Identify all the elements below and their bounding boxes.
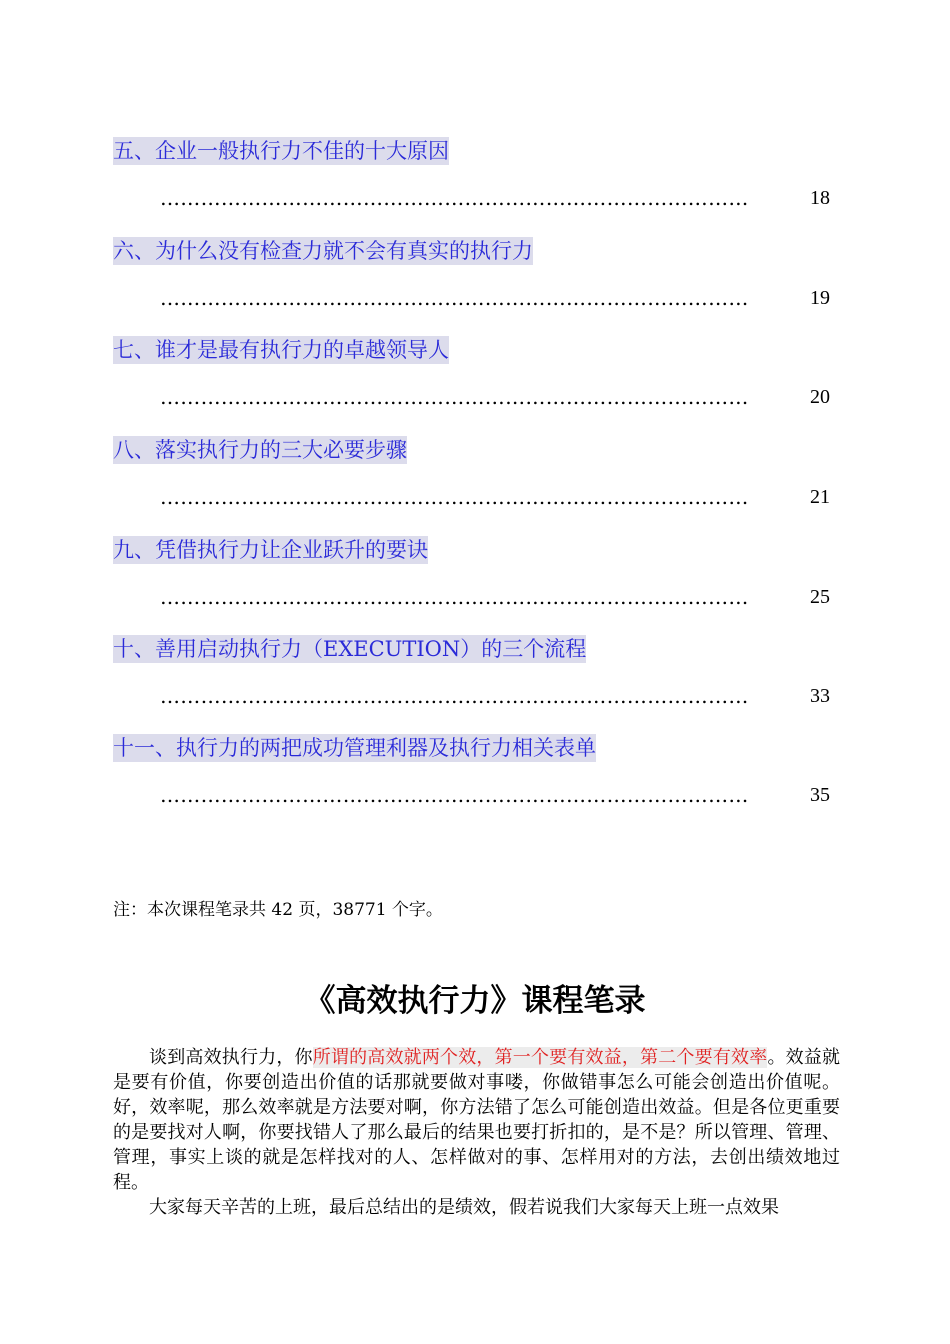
paragraph — [113, 1045, 840, 1195]
document-title: 《高效执行力》课程笔录 — [304, 983, 646, 1019]
toc-leader-dots: …………………………………………………………………………… — [160, 286, 749, 310]
toc-leader — [160, 185, 830, 211]
toc-page-number: 25 — [810, 586, 830, 608]
toc-entry-title[interactable]: 九、凭借执行力让企业跃升的要诀 — [113, 538, 428, 562]
toc-entry-title[interactable]: 十、善用启动执行力（EXECUTION）的三个流程 — [113, 637, 587, 661]
toc-page-number: 35 — [810, 784, 830, 806]
toc-page-number: 19 — [810, 287, 830, 309]
toc-leader — [160, 683, 830, 709]
toc-leader-dots: …………………………………………………………………………… — [160, 485, 749, 509]
body-text — [113, 1045, 840, 1220]
toc-entry-title[interactable]: 七、谁才是最有执行力的卓越领导人 — [113, 338, 449, 362]
toc-leader — [160, 484, 830, 510]
toc-page-number: 18 — [810, 187, 830, 209]
toc-leader — [160, 285, 830, 311]
toc-entry[interactable] — [113, 237, 833, 310]
toc-entry[interactable] — [113, 734, 833, 807]
paragraph-text: 谈到高效执行力，你 — [149, 1047, 313, 1068]
toc-leader — [160, 782, 830, 808]
document-note: 注：本次课程笔录共 42 页，38771 个字。 — [113, 900, 443, 920]
toc-entry[interactable] — [113, 536, 833, 609]
toc-entry[interactable] — [113, 137, 833, 210]
toc-entry[interactable] — [113, 336, 833, 409]
toc-entry-title[interactable]: 八、落实执行力的三大必要步骤 — [113, 438, 407, 462]
toc-leader-dots: …………………………………………………………………………… — [160, 385, 749, 409]
toc-leader — [160, 384, 830, 410]
toc-leader-dots: …………………………………………………………………………… — [160, 783, 749, 807]
toc-leader-dots: …………………………………………………………………………… — [160, 186, 749, 210]
toc-entry-title[interactable]: 十一、执行力的两把成功管理利器及执行力相关表单 — [113, 736, 596, 760]
toc-leader-dots: …………………………………………………………………………… — [160, 684, 749, 708]
toc-leader — [160, 584, 830, 610]
paragraph: 大家每天辛苦的上班，最后总结出的是绩效，假若说我们大家每天上班一点效果 — [149, 1197, 779, 1218]
toc-page-number: 20 — [810, 386, 830, 408]
paragraph-text: 。效益就是要有价值，你要创造出价值的话那就要做对事喽，你做错事怎么可能会创造出价值呢。好，效率呢，那么效率就是方法要对啊，你方法错了怎么可能创造出效益。但是各位更重要的是要找对人啊，你要找错人了那么最后的结果也要打折扣的，是不是？所以管理、管理、管理，事实上谈的就是怎样找对的人、怎样做对的事、怎样用对的方法，去创出绩效地过程。 — [113, 1047, 841, 1193]
highlighted-text: 所谓的高效就两个效，第一个要有效益，第二个要有效率 — [312, 1047, 768, 1068]
toc-entry-title[interactable]: 五、企业一般执行力不佳的十大原因 — [113, 139, 449, 163]
toc-page-number: 33 — [810, 685, 830, 707]
toc-leader-dots: …………………………………………………………………………… — [160, 585, 749, 609]
toc-entry[interactable] — [113, 436, 833, 509]
toc-entry-title[interactable]: 六、为什么没有检查力就不会有真实的执行力 — [113, 239, 533, 263]
toc-entry[interactable] — [113, 635, 833, 708]
toc-page-number: 21 — [810, 486, 830, 508]
